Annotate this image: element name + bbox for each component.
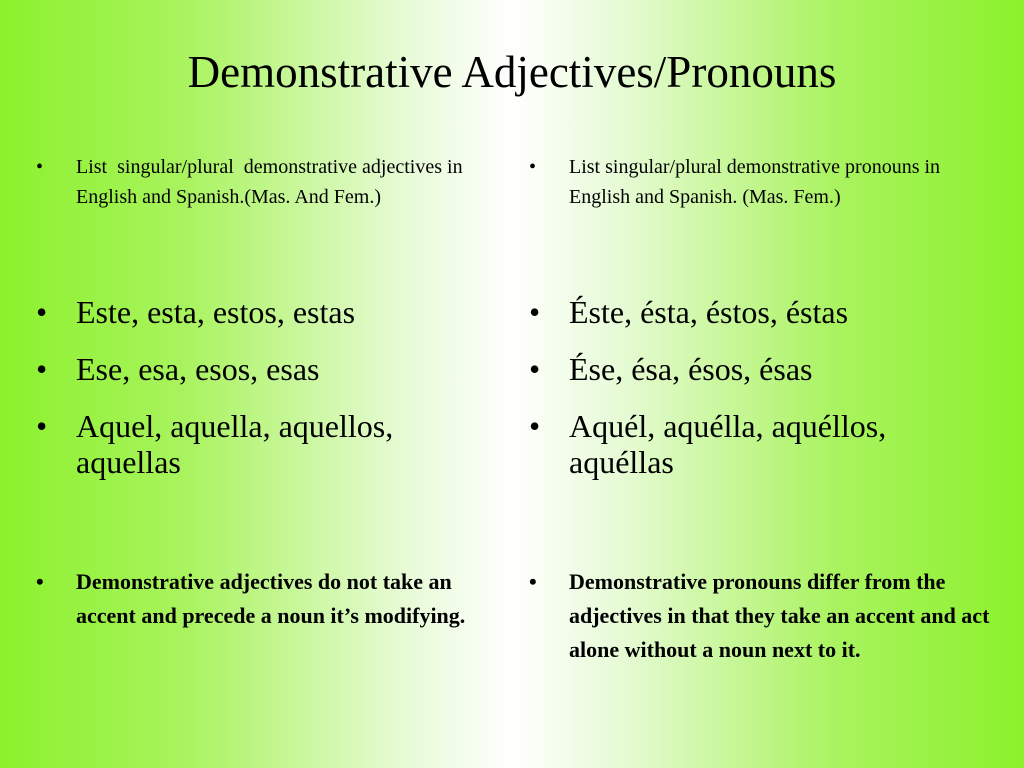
pronouns-that-forms: • Ése, ésa, ésos, ésas <box>529 351 989 387</box>
adjectives-word-list <box>36 294 496 480</box>
pronouns-word-list <box>529 294 989 480</box>
slide-title: Demonstrative Adjectives/Pronouns <box>187 47 837 97</box>
pronouns-note-list <box>529 565 994 667</box>
adjectives-note: • Demonstrative adjectives do not take an accent and precede a noun it’s modifying. <box>36 565 501 633</box>
adjectives-that-over-there-forms: • Aquel, aquella, aquellos, aquellas <box>36 408 496 480</box>
pronouns-note: • Demonstrative pronouns differ from the adjectives in that they take an accent and act alone without a noun next to it. <box>529 565 994 667</box>
adjectives-that-forms: • Ese, esa, esos, esas <box>36 351 496 387</box>
adjectives-note-list <box>36 565 501 633</box>
pronouns-that-over-there-forms: • Aquél, aquélla, aquéllos, aquéllas <box>529 408 989 480</box>
pronouns-this-forms: • Éste, ésta, éstos, éstas <box>529 294 989 330</box>
adjectives-this-forms: • Este, esta, estos, estas <box>36 294 496 330</box>
pronouns-intro-item: • List singular/plural demonstrative pronouns in English and Spanish. (Mas. Fem.) <box>529 152 969 212</box>
pronouns-intro-list <box>529 152 969 212</box>
adjectives-intro-list <box>36 152 476 212</box>
adjectives-intro-item: • List singular/plural demonstrative adjectives in English and Spanish.(Mas. And Fem.) <box>36 152 476 212</box>
